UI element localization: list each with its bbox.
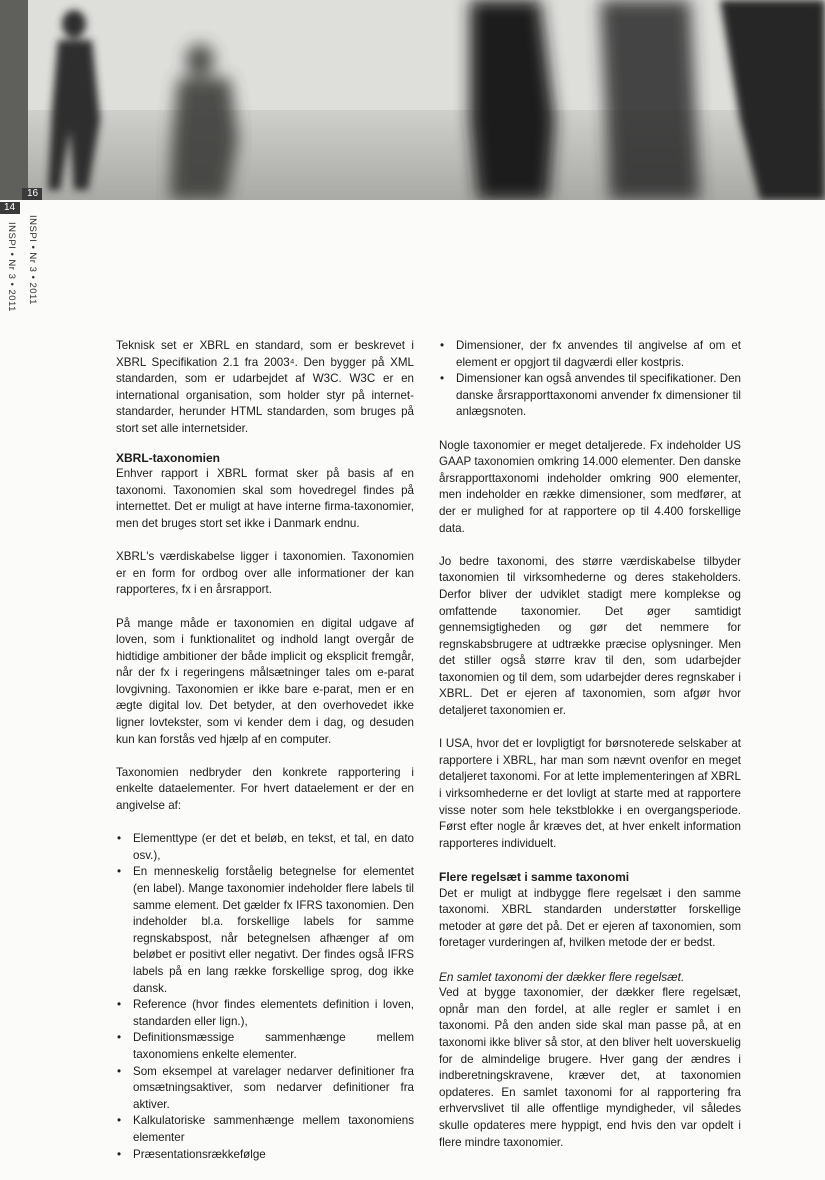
body-paragraph: I USA, hvor det er lovpligtigt for børsnoterede selskaber at rapportere i XBRL, har man som nævnt ovenfor en meget detaljeret taxonomi. For at lette implementeringen af XBRL i virksomhederne er det lovligt at starte med at rapportere visse noter som hele tekstblokke i en overgangsperiode. Først efter nogle år kræves det, at hver enkelt information rapporteres individuelt. — [439, 737, 741, 850]
list-item: • En menneskelig forståelig betegnelse for elementet (en label). Mange taxonomier indeholder flere labels til samme element. Det gælder fx IFRS taxonomien. Den indeholder bl.a. forskellige labels for samme regnskabspost, når betegnelsen afhænger af om beløbet er positivt eller negativt. Der findes også IFRS labels på en lang række forskellige sprog, dog ikke dansk. — [116, 864, 414, 997]
running-header: INSPI • Nr 3 • 2011 — [6, 222, 17, 312]
body-paragraph: Jo bedre taxonomi, des større værdiskabelse tilbyder taxonomien til virksomhederne og deres stakeholders. Derfor bliver der udviklet stadigt mere komplekse og omfattende taxonomier. Det øger samtidigt gennemsigtigheden og gør det nemmere for regnskabsbrugere at udtrække præcise oplysninger. Men det stiller også større krav til den, som udarbejder taxonomien og til dem, som udarbejder deres regnskaber i XBRL. Det er ejeren af taxonomien, som afgør hvor detaljeret taxonomien er. — [439, 554, 741, 718]
right-column — [439, 338, 741, 1151]
list-item: • Elementtype (er det et beløb, en tekst, et tal, en dato osv.), — [116, 831, 414, 864]
bullet-list — [116, 831, 414, 1163]
body-paragraph: Enhver rapport i XBRL format sker på basis af en taxonomi. Taxonomien skal som hovedregel findes på internettet. Det er muligt at have interne firma-taxonomier, men det bruges stort set ikke i Danmark endnu. — [116, 467, 414, 530]
header-photo — [0, 0, 825, 200]
section-heading: XBRL-taxonomien — [116, 450, 221, 465]
bullet-list — [439, 338, 741, 421]
intro-paragraph: Teknisk set er XBRL en standard, som er beskrevet i XBRL Specifikation 2.1 fra 2003⁴. Den bygger på XML standarden, som er udarbejdet af W3C. W3C er en international organisation, som holder styr på internet-standarder, herunder HTML standarden, som bruges på stort set alle internetsider. — [116, 339, 414, 435]
left-column — [116, 338, 414, 1180]
list-item: • Definitionsmæssige sammenhænge mellem taxonomiens enkelte elementer. — [116, 1030, 414, 1063]
list-item: • Kalkulatoriske sammenhænge mellem taxonomiens elementer — [116, 1113, 414, 1146]
page-number-tab: 14 — [0, 202, 20, 214]
list-item: • Præsentationsrækkefølge — [116, 1147, 414, 1164]
section-heading: Flere regelsæt i samme taxonomi — [439, 870, 630, 884]
body-paragraph: På mange måde er taxonomien en digital udgave af loven, som i funktionalitet og indhold langt overgår de hidtidige ambitioner der både implicit og eksplicit fremgår, når der fx i regeringens målsætninger tales om e-parat lovgivning. Taxonomien er ikke bare e-parat, men er en ægte digital lov. Det betyder, at den overhovedet ikke ligner lovtekster, som vi kender dem i dag, og desuden kun kan forstås ved hjælp af en computer. — [116, 616, 414, 746]
page-number-tab: 16 — [22, 188, 42, 200]
subsection-heading: En samlet taxonomi der dækker flere regelsæt. — [439, 969, 685, 984]
list-item: • Som eksempel at varelager nedarver definitioner fra omsætningsaktiver, som nedarver definitioner fra aktiver. — [116, 1064, 414, 1114]
list-item: • Dimensioner, der fx anvendes til angivelse af om et element er opgjort til dagværdi eller kostpris. — [439, 338, 741, 371]
header-photo-graphic — [0, 0, 825, 200]
body-paragraph: Nogle taxonomier er meget detaljerede. Fx indeholder US GAAP taxonomien omkring 14.000 elementer. Den danske årsrapporttaxonomi indeholder omkring 900 elementer, men indeholder en række dimensioner, som medfører, at der er mulighed for at rapportere op til 4.400 forskellige data. — [439, 438, 741, 535]
running-header: INSPI • Nr 3 • 2011 — [27, 215, 38, 305]
body-paragraph: Ved at bygge taxonomier, der dækker flere regelsæt, opnår man den fordel, at alle regler er samlet i en taxonomi. På den anden side skal man passe på, at en taxonomi ikke bliver så stor, at den bliver helt uoverskuelig for de almindelige brugere. Hver gang der ændres i indberetningskravene, kræver det, at taxonomien opdateres. En samlet taxonomi for al rapportering fra erhvervslivet til alle offentlige myndigheder, vil således skulle opdateres mere hyppigt, end hvis den var opdelt i flere mindre taxonomier. — [439, 986, 741, 1149]
body-paragraph: XBRL's værdiskabelse ligger i taxonomien. Taxonomien er en form for ordbog over alle informationer der kan rapporteres, fx i en årsrapport. — [116, 550, 414, 597]
body-paragraph: Det er muligt at indbygge flere regelsæt i den samme taxonomi. XBRL standarden understøtter forskellige metoder at gøre det på. Det er ejeren af taxonomien, som foretager vurderingen af, hvilken metode der er bedst. — [439, 886, 741, 950]
list-item: • Reference (hvor findes elementets definition i loven, standarden eller lign.), — [116, 997, 414, 1030]
body-paragraph: Taxonomien nedbryder den konkrete rapportering i enkelte dataelementer. For hvert dataelement er der en angivelse af: — [116, 765, 414, 813]
list-item: • Dimensioner kan også anvendes til specifikationer. Den danske årsrapporttaxonomi anvender fx dimensioner til anlægsnoten. — [439, 371, 741, 421]
